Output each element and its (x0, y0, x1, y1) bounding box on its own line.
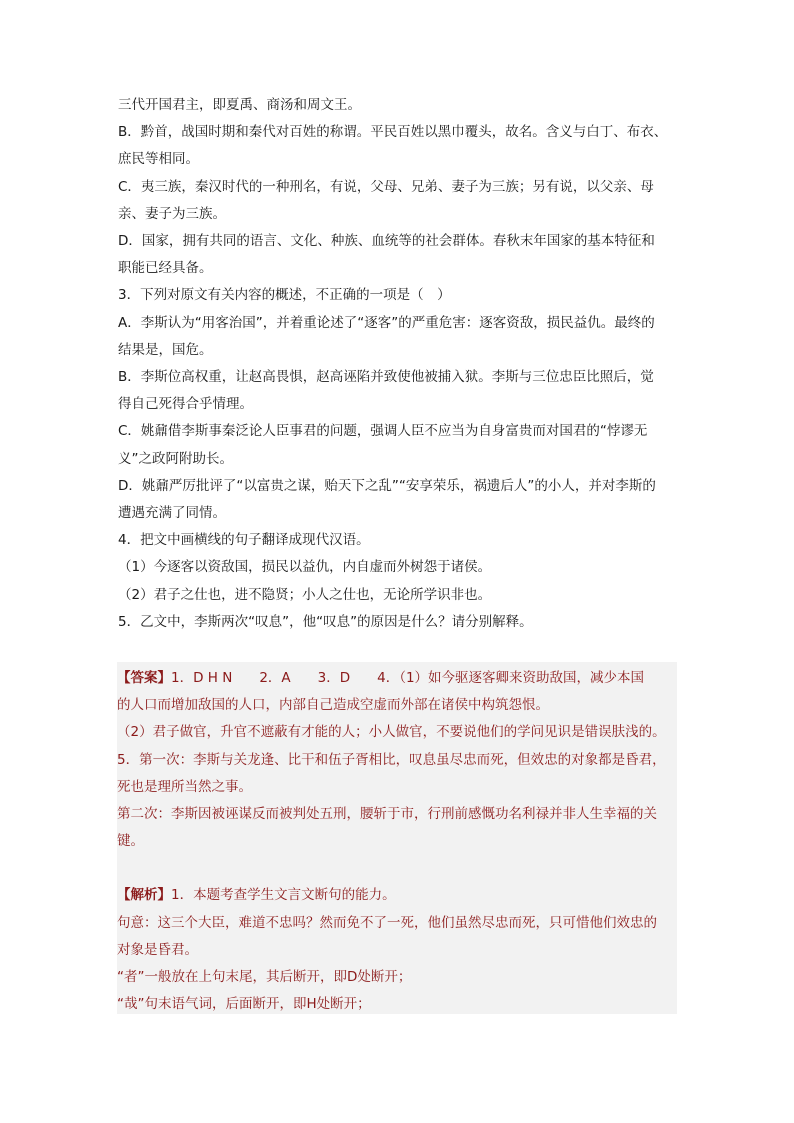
text-line: 得自己死得合乎情理。 (118, 396, 253, 413)
analysis-tag: 【解析】 (117, 887, 171, 904)
option-c: C．姚鼐借李斯事秦泛论人臣事君的问题，强调人臣不应当为自身富贵而对国君的“悖谬无 (118, 423, 648, 440)
spacer (117, 855, 677, 882)
text-line: 遭遇充满了同情。 (118, 505, 226, 522)
question-4-item-2: （2）君子之仕也，进不隐贤；小人之仕也，无论所学识非也。 (118, 586, 492, 603)
question-4-stem: 4．把文中画横线的句子翻译成现代汉语。 (118, 532, 370, 549)
answer-tag: 【答案】 (117, 670, 171, 686)
answer-line: （2）君子做官，升官不遮蔽有才能的人；小人做官，不要说他们的学问见识是错误肤浅的。 (117, 724, 666, 741)
answer-line: 死也是理所当然之事。 (117, 778, 252, 795)
option-d: D．姚鼐严厉批评了“以富贵之谋，贻天下之乱”“安享荣乐，祸遗后人”的小人，并对李斯的 (118, 477, 656, 494)
answer-line: 第二次：李斯因被诬谋反而被判处五刑，腰斩于市，行刑前感慨功名利禄并非人生幸福的关 (117, 806, 657, 823)
analysis-line: “哉”句末语气词，后面断开，即H处断开； (117, 996, 371, 1013)
text-line: 义”之政阿附助长。 (118, 450, 233, 467)
text-line: 三代开国君主，即夏禹、商汤和周文王。 (118, 97, 361, 113)
text-line: C．夷三族，秦汉时代的一种刑名，有说，父母、兄弟、妻子为三族；另有说，以父亲、母 (118, 178, 654, 195)
text-line: D．国家，拥有共同的语言、文化、种族、血统等的社会群体。春秋末年国家的基本特征和 (118, 233, 655, 250)
analysis-line: 句意：这三个大臣，难道不忠吗？然而免不了一死，他们虽然尽忠而死，只可惜他们效忠的 (117, 914, 657, 931)
question-section (118, 92, 678, 636)
text-line: 亲、妻子为三族。 (118, 205, 226, 222)
analysis-line: “者”一般放在上句末尾，其后断开，即D处断开； (117, 969, 412, 986)
analysis-first-line: 【解析】1．本题考查学生文言文断句的能力。 (117, 887, 396, 904)
option-a: A．李斯认为“用客治国”，并着重论述了“逐客”的严重危害：逐客资敌，损民益仇。最终的 (118, 314, 655, 331)
question-3-stem: 3．下列对原文有关内容的概述，不正确的一项是（ ） (118, 287, 451, 304)
text-line: B．黔首，战国时期和秦代对百姓的称谓。平民百姓以黑巾覆头，故名。含义与白丁、布衣、 (118, 124, 668, 141)
text-line: 结果是，国危。 (118, 341, 213, 358)
text-line: 职能已经具备。 (118, 260, 213, 277)
option-b: B．李斯位高权重，让赵高畏惧，赵高诬陷并致使他被捕入狱。李斯与三位忠臣比照后，觉 (118, 369, 654, 386)
text-line: 庶民等相同。 (118, 151, 199, 168)
answer-panel (117, 662, 677, 1014)
answer-line: 5．第一次：李斯与关龙逢、比干和伍子胥相比，叹息虽尽忠而死，但效忠的对象都是昏君， (117, 751, 666, 768)
question-5-stem: 5．乙文中，李斯两次“叹息”，他“叹息”的原因是什么？请分别解释。 (118, 613, 533, 630)
answer-first-line: 【答案】1．D H N 2．A 3．D 4．（1）如今驱逐客卿来资助敌国，减少本国 (117, 670, 645, 686)
answer-line: 键。 (117, 833, 144, 850)
answer-line: 的人口而增加敌国的人口，内部自己造成空虚而外部在诸侯中构筑怨恨。 (117, 697, 549, 714)
question-4-item-1: （1）今逐客以资敌国，损民以益仇，内自虚而外树怨于诸侯。 (118, 559, 492, 576)
analysis-line: 对象是昏君。 (117, 941, 198, 958)
